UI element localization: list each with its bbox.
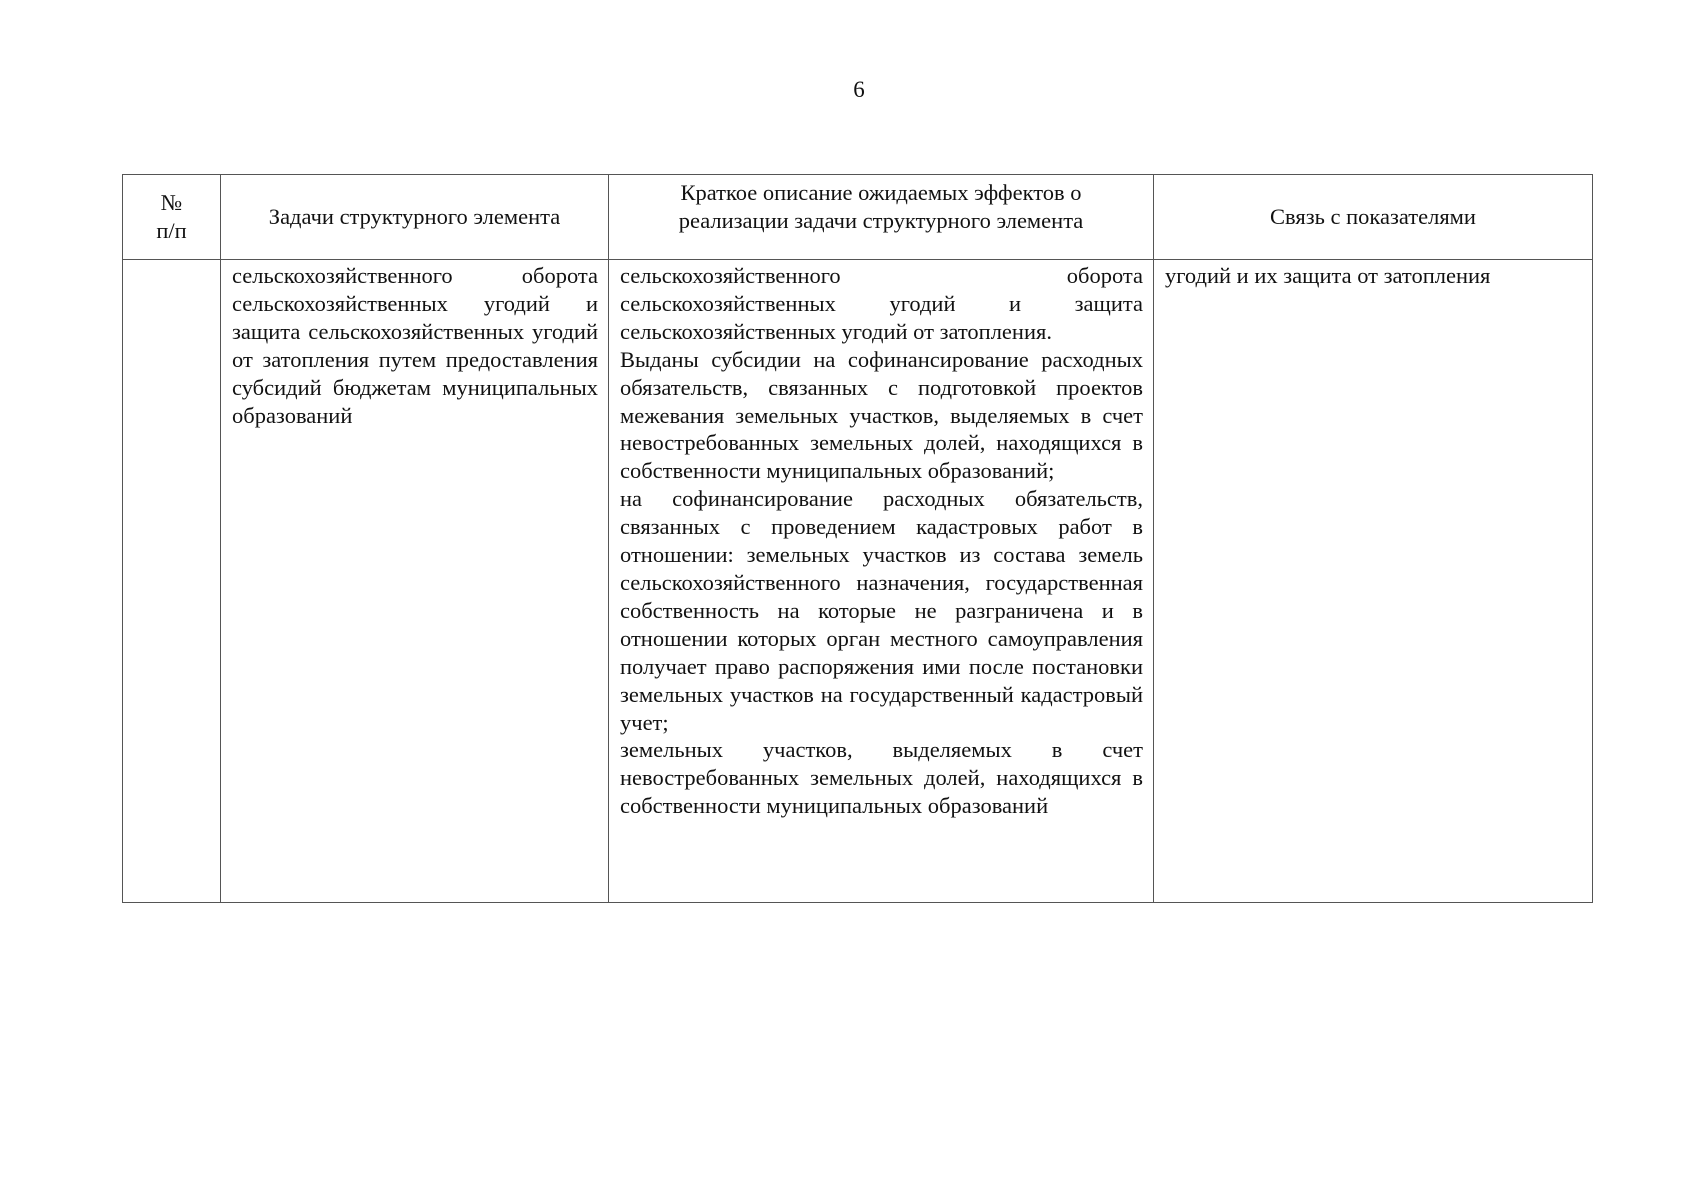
header-number-symbol: № bbox=[160, 190, 183, 216]
effects-paragraph: сельскохозяйственного оборота сельскохозяйственных угодий и защита сельскохозяйственных угодий от затопления. bbox=[620, 263, 1143, 344]
cell-effects bbox=[609, 260, 1154, 903]
cell-tasks: сельскохозяйственного оборота сельскохозяйственных угодий и защита сельскохозяйственных угодий от затопления путем предоставления субсидий бюджетам муниципальных образований bbox=[221, 260, 609, 903]
header-effects-line2: реализации задачи структурного элемента bbox=[678, 208, 1084, 233]
header-effects-line1: Краткое описание ожидаемых эффектов о bbox=[680, 180, 1082, 206]
cell-indicators: угодий и их защита от затопления bbox=[1154, 260, 1593, 903]
effects-paragraph: Выданы субсидии на софинансирование расходных обязательств, связанных с подготовкой проектов межевания земельных участков, выделяемых в счет невостребованных земельных долей, находящихся в собственности муниципальных образований; bbox=[620, 346, 1143, 484]
header-number-abbr: п/п bbox=[156, 218, 187, 243]
header-effects bbox=[609, 175, 1154, 260]
effects-paragraph: на софинансирование расходных обязательств, связанных с проведением кадастровых работ в отношении: земельных участков из состава земель сельскохозяйственного назначения, государственная собственность на которые не разграничена и в отношении которых орган местного самоуправления получает право распоряжения ими после постановки земельных участков на государственный кадастровый учет; bbox=[620, 486, 1143, 735]
table-row bbox=[123, 260, 1593, 903]
structural-element-table bbox=[122, 174, 1593, 903]
effects-paragraph: земельных участков, выделяемых в счет невостребованных земельных долей, находящихся в собственности муниципальных образований bbox=[620, 737, 1143, 819]
header-indicators: Связь с показателями bbox=[1154, 175, 1593, 260]
table-header-row bbox=[123, 175, 1593, 260]
cell-number bbox=[123, 260, 221, 903]
header-tasks: Задачи структурного элемента bbox=[221, 175, 609, 260]
header-number bbox=[123, 175, 221, 260]
page-number: 6 bbox=[853, 77, 865, 102]
